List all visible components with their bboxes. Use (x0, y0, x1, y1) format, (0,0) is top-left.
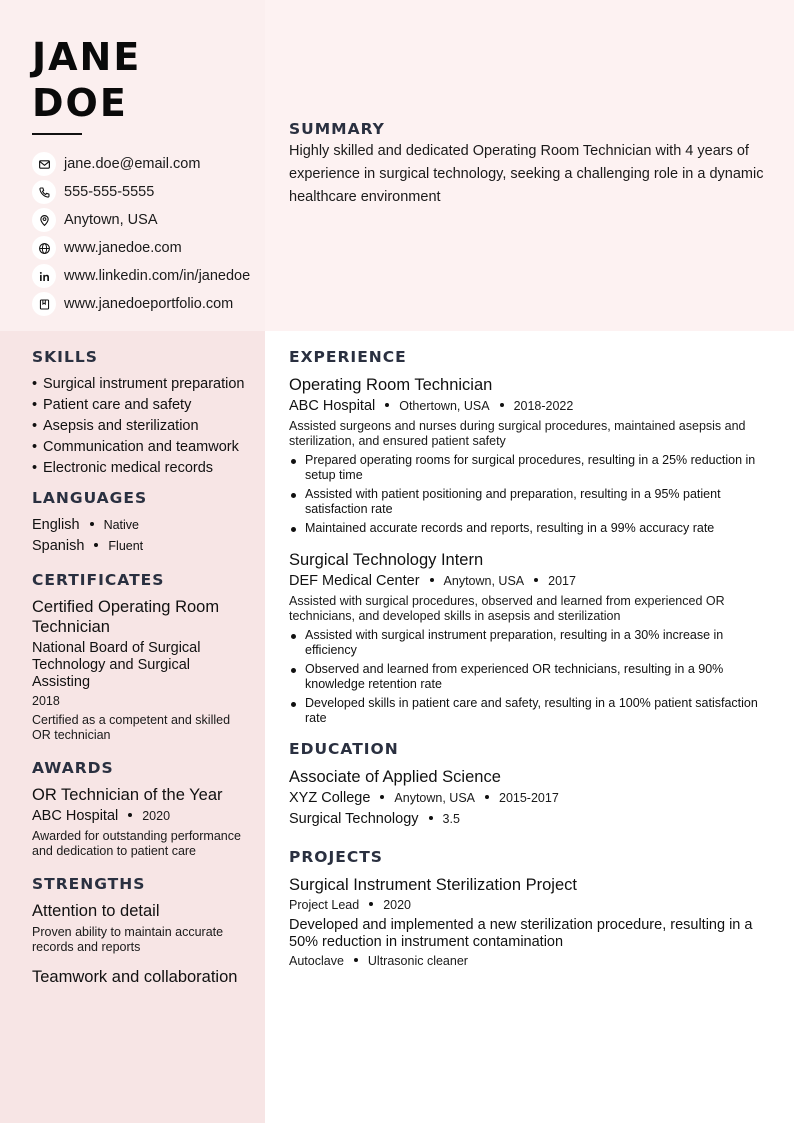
job-meta (289, 398, 769, 415)
language-level: Fluent (108, 539, 144, 553)
contact-email-text: jane.doe@email.com (64, 156, 201, 172)
languages-title: LANGUAGES (32, 489, 148, 507)
experience-section (289, 348, 769, 726)
separator-dot (94, 543, 98, 547)
job-role: Operating Room Technician (289, 376, 493, 394)
linkedin-icon (32, 264, 56, 288)
education-degree: Associate of Applied Science (289, 768, 501, 786)
education-dates: 2015-2017 (499, 791, 559, 805)
strength-name: Teamwork and collaboration (32, 968, 238, 986)
strengths-title: STRENGTHS (32, 875, 146, 893)
experience-item (289, 375, 769, 536)
education-meta (289, 790, 769, 807)
contact-email[interactable] (32, 150, 250, 178)
language-name: Spanish (32, 538, 85, 554)
certificate-description: Certified as a competent and skilled OR technician (32, 713, 231, 742)
skill-item: • Patient care and safety (32, 397, 247, 414)
job-bullet: Assisted with surgical instrument preparation, resulting in a 30% increase in efficiency (289, 628, 769, 658)
skill-item: • Communication and teamwork (32, 439, 247, 456)
contact-linkedin[interactable] (32, 262, 250, 290)
strength-name: Attention to detail (32, 902, 160, 920)
awards-title: AWARDS (32, 759, 114, 777)
portfolio-icon (32, 292, 56, 316)
separator-dot (485, 795, 489, 799)
job-bullet: Developed skills in patient care and safety, resulting in a 100% patient satisfaction rate (289, 696, 769, 726)
job-bullets (289, 453, 769, 536)
education-school: XYZ College (289, 790, 371, 806)
job-location: Anytown, USA (443, 574, 525, 588)
award-name: OR Technician of the Year (32, 786, 223, 804)
project-name: Surgical Instrument Sterilization Project (289, 876, 577, 894)
education-title: EDUCATION (289, 740, 399, 758)
skills-title: SKILLS (32, 348, 98, 366)
separator-dot (430, 578, 434, 582)
job-description: Assisted surgeons and nurses during surgical procedures, maintained asepsis and sterilization, and ensured patient safety (289, 419, 746, 448)
contact-location (32, 206, 250, 234)
projects-section (289, 848, 769, 969)
strength-description: Proven ability to maintain accurate records and reports (32, 925, 224, 954)
award-year: 2020 (142, 809, 171, 823)
job-bullet: Maintained accurate records and reports, resulting in a 99% accuracy rate (289, 521, 769, 536)
job-company: ABC Hospital (289, 398, 376, 414)
skill-item: • Surgical instrument preparation (32, 376, 247, 393)
project-year: 2020 (383, 898, 411, 912)
contact-portfolio-text: www.janedoeportfolio.com (64, 296, 234, 312)
separator-dot (354, 958, 358, 962)
contact-phone-text: 555-555-5555 (64, 184, 155, 200)
contact-linkedin-text: www.linkedin.com/in/janedoe (64, 268, 251, 284)
project-meta (289, 898, 769, 913)
experience-title: EXPERIENCE (289, 348, 407, 366)
skill-item: • Electronic medical records (32, 460, 247, 477)
contact-portfolio[interactable] (32, 290, 250, 318)
job-dates: 2018-2022 (513, 399, 574, 413)
award-meta (32, 808, 247, 825)
certificate-issuer: National Board of Surgical Technology and Surgical Assisting (32, 640, 201, 690)
education-location: Anytown, USA (394, 791, 475, 805)
name-first: JANE (32, 35, 142, 79)
name-divider (32, 133, 82, 135)
job-company: DEF Medical Center (289, 573, 420, 589)
summary-section (289, 120, 779, 209)
separator-dot (534, 578, 538, 582)
separator-dot (369, 902, 373, 906)
certificates-section (32, 571, 247, 743)
summary-text: Highly skilled and dedicated Operating Room Technician with 4 years of experience in surgical technology, seeking a challenging role in a dynamic healthcare environment (289, 143, 764, 205)
certificate-name: Certified Operating Room Technician (32, 598, 220, 636)
award-description: Awarded for outstanding performance and dedication to patient care (32, 829, 241, 858)
separator-dot (429, 816, 433, 820)
location-pin-icon (32, 208, 56, 232)
separator-dot (128, 813, 132, 817)
candidate-name (32, 34, 141, 126)
language-row (32, 515, 247, 536)
awards-section (32, 759, 247, 859)
language-row (32, 536, 247, 557)
skill-item: • Asepsis and sterilization (32, 418, 247, 435)
languages-section (32, 489, 247, 557)
project-tool: Ultrasonic cleaner (367, 954, 468, 968)
certificates-title: CERTIFICATES (32, 571, 165, 589)
contact-location-text: Anytown, USA (64, 212, 158, 228)
education-field-row (289, 811, 769, 828)
contact-website-text: www.janedoe.com (64, 240, 182, 256)
project-tools (289, 954, 769, 969)
contact-list (32, 150, 250, 318)
phone-icon (32, 180, 56, 204)
separator-dot (90, 522, 94, 526)
experience-item (289, 550, 769, 726)
job-meta (289, 573, 769, 590)
award-org: ABC Hospital (32, 808, 119, 824)
project-role: Project Lead (289, 898, 360, 912)
education-section (289, 740, 769, 828)
job-location: Othertown, USA (399, 399, 490, 413)
project-tool: Autoclave (289, 954, 344, 968)
separator-dot (385, 403, 389, 407)
globe-icon (32, 236, 56, 260)
job-bullets (289, 628, 769, 726)
summary-title: SUMMARY (289, 120, 385, 138)
name-last: DOE (32, 81, 128, 125)
job-bullet: Assisted with patient positioning and preparation, resulting in a 95% patient satisfaction rate (289, 487, 769, 517)
strengths-section (32, 875, 247, 987)
skills-list (32, 376, 247, 477)
skills-section (32, 348, 247, 477)
project-description: Developed and implemented a new sterilization procedure, resulting in a 50% reduction in instrument contamination (289, 917, 753, 950)
mail-icon (32, 152, 56, 176)
job-description: Assisted with surgical procedures, observed and learned from experienced OR technicians, and developed skills in asepsis and sterilization (289, 594, 725, 623)
job-dates: 2017 (548, 574, 576, 588)
education-field: Surgical Technology (289, 811, 419, 827)
education-gpa: 3.5 (442, 812, 460, 826)
job-role: Surgical Technology Intern (289, 551, 484, 569)
sidebar-content (32, 348, 247, 987)
main-content (289, 348, 769, 969)
job-bullet: Prepared operating rooms for surgical procedures, resulting in a 25% reduction in setup time (289, 453, 769, 483)
separator-dot (500, 403, 504, 407)
contact-website[interactable] (32, 234, 250, 262)
projects-title: PROJECTS (289, 848, 383, 866)
certificate-year: 2018 (32, 694, 60, 708)
contact-phone[interactable] (32, 178, 250, 206)
separator-dot (380, 795, 384, 799)
language-level: Native (103, 518, 139, 532)
language-name: English (32, 517, 80, 533)
job-bullet: Observed and learned from experienced OR technicians, resulting in a 90% knowledge retention rate (289, 662, 769, 692)
